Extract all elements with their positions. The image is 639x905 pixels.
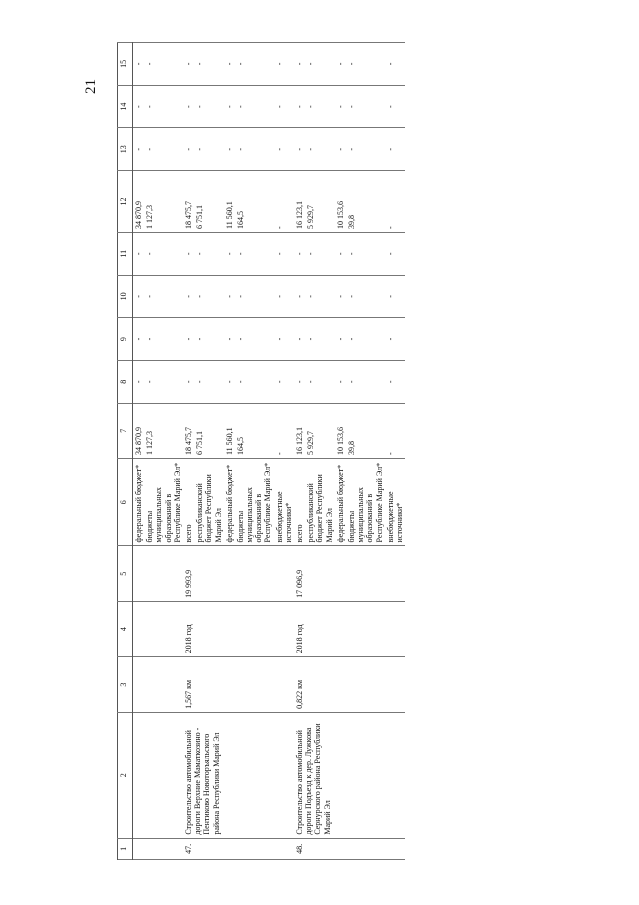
column-header: 5 [118, 546, 133, 601]
table-row [133, 43, 145, 860]
funding-source: бюджеты муниципальных образований в Республике Марий Эл* [144, 459, 183, 546]
value-cell: - [235, 85, 274, 128]
column-header: 14 [118, 85, 133, 128]
value-cell: - [133, 128, 145, 171]
funding-source: внебюджетные источники* [385, 459, 405, 546]
value-cell: - [294, 85, 305, 128]
value-cell: - [235, 43, 274, 86]
value-cell: - [235, 360, 274, 403]
column-header: 3 [118, 657, 133, 712]
funding-source: бюджеты муниципальных образований в Республике Марий Эл* [235, 459, 274, 546]
value-cell: - [305, 318, 335, 361]
value-cell: - [385, 171, 405, 233]
value-cell: - [224, 85, 235, 128]
value-cell: - [194, 128, 224, 171]
value-cell: - [305, 360, 335, 403]
value-cell: 11 560,1 [224, 403, 235, 458]
value-cell: - [385, 85, 405, 128]
project-year: 2018 год [294, 601, 405, 656]
funding-source: республиканский бюджет Республики Марий Эл [194, 459, 224, 546]
value-cell: - [294, 360, 305, 403]
value-cell: - [183, 318, 194, 361]
project-name: Строительство автомобильной дороги Верхние Маматкозино - Пентиково Новоторъяльского района Республики Марий Эл [183, 712, 294, 838]
column-header: 10 [118, 275, 133, 318]
value-cell: - [183, 275, 194, 318]
column-header: 12 [118, 171, 133, 233]
value-cell: - [224, 232, 235, 275]
value-cell: - [274, 403, 294, 458]
value-cell: - [235, 128, 274, 171]
value-cell: - [346, 128, 385, 171]
value-cell: - [133, 275, 145, 318]
value-cell: - [274, 232, 294, 275]
value-cell: - [194, 360, 224, 403]
value-cell: - [144, 232, 183, 275]
value-cell: - [274, 360, 294, 403]
column-header: 11 [118, 232, 133, 275]
value-cell: - [183, 232, 194, 275]
value-cell: - [274, 275, 294, 318]
value-cell: - [335, 43, 346, 86]
value-cell: - [385, 403, 405, 458]
column-header: 1 [118, 838, 133, 859]
column-header: 9 [118, 318, 133, 361]
column-header: 7 [118, 403, 133, 458]
value-cell: 1 127,3 [144, 171, 183, 233]
empty-cell [133, 657, 183, 712]
table-row [183, 43, 194, 860]
value-cell: - [346, 43, 385, 86]
value-cell: - [133, 232, 145, 275]
value-cell: - [224, 275, 235, 318]
value-cell: - [274, 318, 294, 361]
value-cell: - [133, 318, 145, 361]
project-name: Строительство автомобильной дороги Подъезд к дер. Лужкова Сернурского района Республики Марий Эл [294, 712, 405, 838]
value-cell: - [183, 128, 194, 171]
value-cell: 34 870,9 [133, 171, 145, 233]
value-cell: - [144, 275, 183, 318]
column-header: 6 [118, 459, 133, 546]
empty-cell [133, 601, 183, 656]
funding-source: федеральный бюджет* [335, 459, 346, 546]
value-cell: 10 153,6 [335, 403, 346, 458]
value-cell: 18 475,7 [183, 171, 194, 233]
value-cell: - [183, 43, 194, 86]
value-cell: - [133, 85, 145, 128]
value-cell: 1 127,3 [144, 403, 183, 458]
value-cell: - [335, 128, 346, 171]
project-length: 0,822 км [294, 657, 405, 712]
value-cell: - [224, 43, 235, 86]
value-cell: - [224, 128, 235, 171]
value-cell: - [183, 360, 194, 403]
document-table-container [117, 42, 637, 860]
funding-source: всего [294, 459, 305, 546]
value-cell: 39,8 [346, 171, 385, 233]
value-cell: - [194, 43, 224, 86]
empty-cell [133, 712, 183, 838]
value-cell: - [235, 275, 274, 318]
funding-table [117, 42, 405, 860]
funding-source: республиканский бюджет Республики Марий Эл [305, 459, 335, 546]
value-cell: - [144, 128, 183, 171]
project-cost: 19 993,9 [183, 546, 294, 601]
value-cell: - [294, 318, 305, 361]
empty-cell [133, 546, 183, 601]
value-cell: - [294, 43, 305, 86]
value-cell: - [133, 360, 145, 403]
value-cell: - [194, 85, 224, 128]
page-number: 21 [83, 79, 99, 94]
column-header: 15 [118, 43, 133, 86]
funding-source: всего [183, 459, 194, 546]
value-cell: 6 751,1 [194, 171, 224, 233]
column-header: 13 [118, 128, 133, 171]
value-cell: 164,5 [235, 171, 274, 233]
value-cell: - [194, 318, 224, 361]
value-cell: 39,8 [346, 403, 385, 458]
value-cell: - [294, 275, 305, 318]
table-row [294, 43, 305, 860]
column-header: 8 [118, 360, 133, 403]
value-cell: - [294, 128, 305, 171]
value-cell: - [385, 43, 405, 86]
project-year: 2018 год [183, 601, 294, 656]
value-cell: 10 153,6 [335, 171, 346, 233]
funding-source: внебюджетные источники* [274, 459, 294, 546]
value-cell: - [235, 232, 274, 275]
value-cell: 18 475,7 [183, 403, 194, 458]
value-cell: - [335, 360, 346, 403]
value-cell: - [346, 232, 385, 275]
value-cell: - [385, 275, 405, 318]
value-cell: 5 929,7 [305, 403, 335, 458]
column-number-row [118, 43, 133, 860]
value-cell: - [335, 275, 346, 318]
value-cell: - [305, 85, 335, 128]
value-cell: 11 560,1 [224, 171, 235, 233]
funding-source: федеральный бюджет* [224, 459, 235, 546]
value-cell: - [346, 318, 385, 361]
value-cell: - [385, 232, 405, 275]
value-cell: - [346, 85, 385, 128]
value-cell: - [144, 360, 183, 403]
value-cell: - [385, 360, 405, 403]
value-cell: - [335, 232, 346, 275]
value-cell: - [274, 43, 294, 86]
value-cell: - [194, 232, 224, 275]
value-cell: - [305, 43, 335, 86]
funding-source: бюджеты муниципальных образований в Республике Марий Эл* [346, 459, 385, 546]
value-cell: 16 123,1 [294, 171, 305, 233]
value-cell: - [274, 128, 294, 171]
value-cell: - [305, 128, 335, 171]
column-header: 4 [118, 601, 133, 656]
column-header: 2 [118, 712, 133, 838]
value-cell: - [144, 43, 183, 86]
value-cell: - [385, 128, 405, 171]
value-cell: - [274, 171, 294, 233]
value-cell: - [305, 275, 335, 318]
value-cell: - [183, 85, 194, 128]
value-cell: - [385, 318, 405, 361]
value-cell: 6 751,1 [194, 403, 224, 458]
funding-source: федеральный бюджет* [133, 459, 145, 546]
table-body [133, 43, 406, 860]
value-cell: - [224, 360, 235, 403]
project-number: 47. [183, 838, 294, 859]
value-cell: - [235, 318, 274, 361]
value-cell: - [144, 318, 183, 361]
value-cell: - [335, 318, 346, 361]
value-cell: - [346, 360, 385, 403]
value-cell: - [335, 85, 346, 128]
project-cost: 17 096,9 [294, 546, 405, 601]
value-cell: - [346, 275, 385, 318]
value-cell: - [294, 232, 305, 275]
value-cell: - [133, 43, 145, 86]
value-cell: 16 123,1 [294, 403, 305, 458]
value-cell: - [224, 318, 235, 361]
value-cell: - [194, 275, 224, 318]
value-cell: - [144, 85, 183, 128]
project-length: 1,567 км [183, 657, 294, 712]
value-cell: 5 929,7 [305, 171, 335, 233]
value-cell: 164,5 [235, 403, 274, 458]
value-cell: 34 870,9 [133, 403, 145, 458]
empty-cell [133, 838, 183, 859]
value-cell: - [274, 85, 294, 128]
project-number: 48. [294, 838, 405, 859]
value-cell: - [305, 232, 335, 275]
